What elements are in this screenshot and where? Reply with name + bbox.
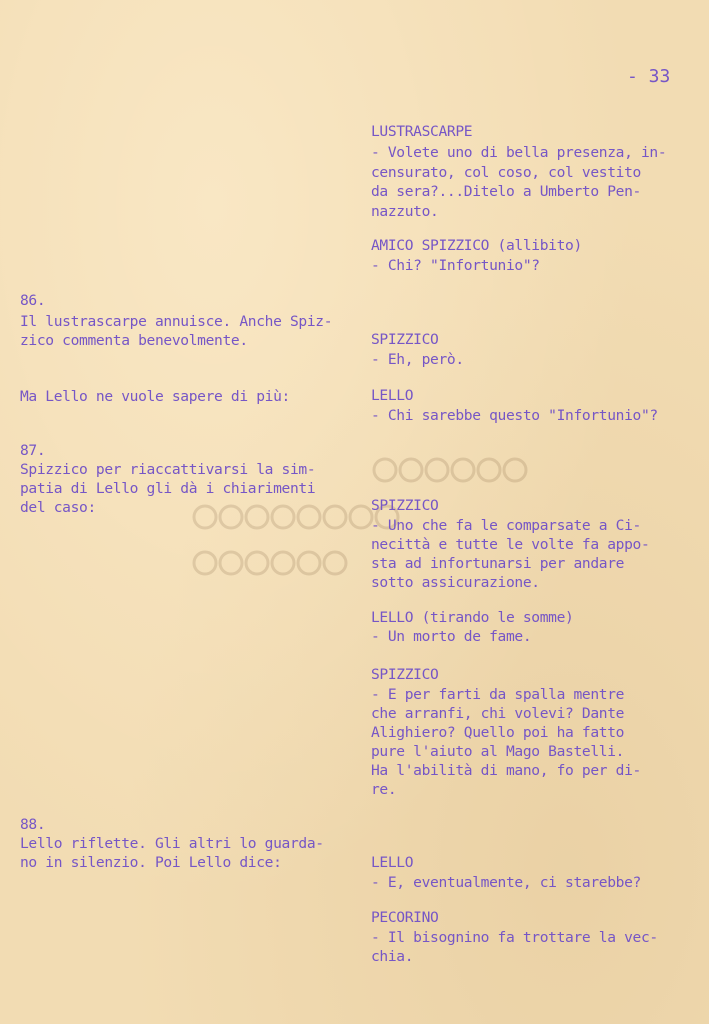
character-lustrascarpe: LUSTRASCARPE: [371, 123, 473, 140]
dialogue-line: - E, eventualmente, ci starebbe?: [371, 874, 641, 891]
character-spizzico: SPIZZICO: [371, 497, 439, 514]
character-lello: LELLO: [371, 854, 414, 871]
character-lello: LELLO (tirando le somme): [371, 609, 574, 626]
dialogue-line: nazzuto.: [371, 203, 439, 220]
character-spizzico: SPIZZICO: [371, 666, 439, 683]
action-line: Ma Lello ne vuole sapere di più:: [20, 388, 290, 405]
dialogue-line: re.: [371, 781, 397, 798]
dialogue-line: Alighiero? Quello poi ha fatto: [371, 724, 625, 741]
dialogue-line: - Un morto de fame.: [371, 628, 532, 645]
action-line: Lello riflette. Gli altri lo guarda-: [20, 835, 324, 852]
dialogue-line: sotto assicurazione.: [371, 574, 540, 591]
scene-number-86: 86.: [20, 292, 46, 309]
scene-number-87: 87.: [20, 442, 46, 459]
action-line: Il lustrascarpe annuisce. Anche Spiz-: [20, 313, 333, 330]
dialogue-line: censurato, col coso, col vestito: [371, 164, 641, 181]
dialogue-line: pure l'aiuto al Mago Bastelli.: [371, 743, 625, 760]
dialogue-line: Ha l'abilità di mano, fo per di-: [371, 762, 641, 779]
action-line: no in silenzio. Poi Lello dice:: [20, 854, 282, 871]
dialogue-line: chia.: [371, 948, 414, 965]
character-amico-spizzico: AMICO SPIZZICO (allibito): [371, 237, 582, 254]
page-number: - 33: [627, 66, 671, 87]
dialogue-line: - Volete uno di bella presenza, in-: [371, 144, 667, 161]
action-line: del caso:: [20, 499, 96, 516]
dialogue-line: da sera?...Ditelo a Umberto Pen-: [371, 183, 641, 200]
dialogue-line: - E per farti da spalla mentre: [371, 686, 625, 703]
dialogue-line: sta ad infortunarsi per andare: [371, 555, 625, 572]
dialogue-line: - Eh, però.: [371, 351, 464, 368]
dialogue-line: - Uno che fa le comparsate a Ci-: [371, 517, 641, 534]
dialogue-line: - Il bisognino fa trottare la vec-: [371, 929, 658, 946]
scene-number-88: 88.: [20, 816, 46, 833]
dialogue-line: - Chi sarebbe questo "Infortunio"?: [371, 407, 658, 424]
action-line: patia di Lello gli dà i chiarimenti: [20, 480, 316, 497]
character-pecorino: PECORINO: [371, 909, 439, 926]
character-lello: LELLO: [371, 387, 414, 404]
dialogue-line: che arranfi, chi volevi? Dante: [371, 705, 625, 722]
action-line: zico commenta benevolmente.: [20, 332, 248, 349]
character-spizzico: SPIZZICO: [371, 331, 439, 348]
dialogue-line: necittà e tutte le volte fa appo-: [371, 536, 650, 553]
dialogue-line: - Chi? "Infortunio"?: [371, 257, 540, 274]
action-line: Spizzico per riaccattivarsi la sim-: [20, 461, 316, 478]
